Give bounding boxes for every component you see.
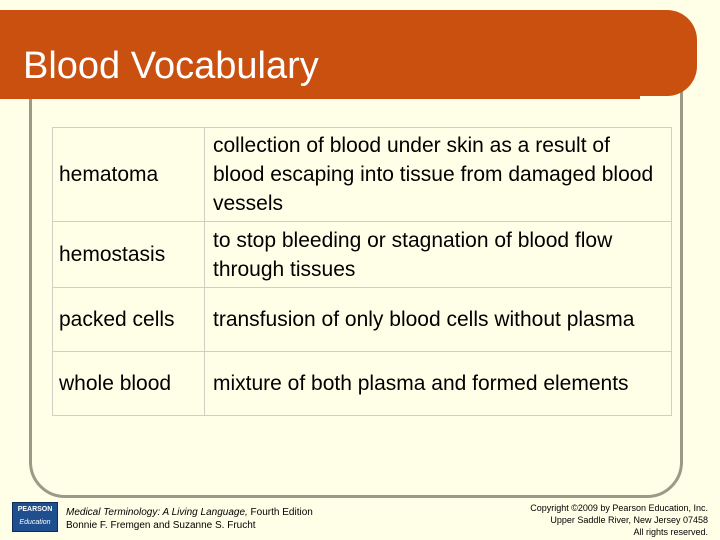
table-row: [53, 128, 672, 222]
book-title-line: [66, 506, 313, 519]
definition-cell: collection of blood under skin as a result of blood escaping into tissue from damaged blood vessels: [205, 128, 672, 222]
pearson-logo: [12, 502, 58, 532]
footer-book-credit: [66, 506, 313, 532]
slide-title: Blood Vocabulary: [23, 45, 319, 87]
copyright-line-1: Copyright ©2009 by Pearson Education, Inc.: [530, 503, 708, 513]
logo-line-1: PEARSON: [17, 506, 53, 513]
book-title: Medical Terminology: A Living Language,: [66, 507, 248, 518]
copyright-line-3: All rights reserved.: [633, 527, 708, 537]
term-cell: hemostasis: [53, 222, 205, 288]
book-authors: Bonnie F. Fremgen and Suzanne S. Frucht: [66, 520, 256, 531]
term-cell: packed cells: [53, 288, 205, 352]
term-cell: whole blood: [53, 352, 205, 416]
table-row: [53, 288, 672, 352]
title-bar: [0, 10, 697, 96]
table-row: [53, 222, 672, 288]
term-cell: hematoma: [53, 128, 205, 222]
definition-cell: to stop bleeding or stagnation of blood flow through tissues: [205, 222, 672, 288]
vocabulary-table: [52, 127, 672, 416]
book-edition: Fourth Edition: [247, 507, 313, 518]
definition-cell: transfusion of only blood cells without plasma: [205, 288, 672, 352]
logo-line-2: Education: [19, 519, 51, 526]
title-rule: [0, 96, 640, 99]
footer-copyright: [530, 502, 708, 538]
definition-cell: mixture of both plasma and formed elements: [205, 352, 672, 416]
copyright-line-2: Upper Saddle River, New Jersey 07458: [550, 515, 708, 525]
table-row: [53, 352, 672, 416]
